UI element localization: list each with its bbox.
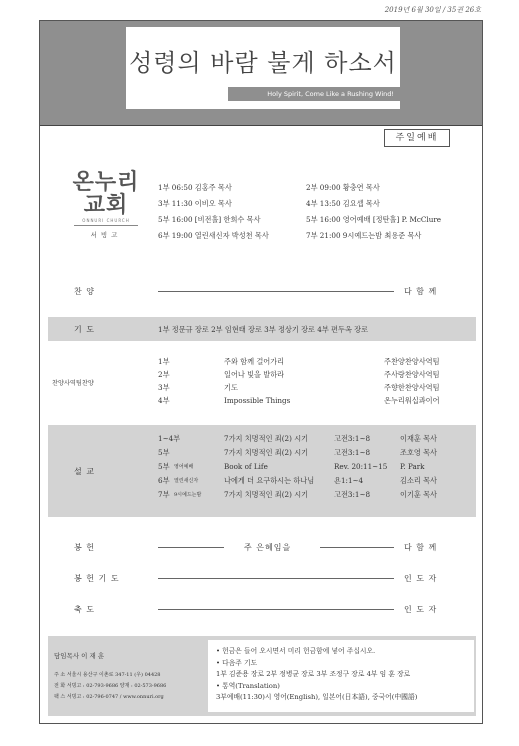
choir-label: 찬양사역팀찬양 xyxy=(52,380,94,387)
church-logo xyxy=(60,171,152,239)
benediction-leader: 인 도 자 xyxy=(404,605,438,614)
sermon-title: Book of Life xyxy=(224,462,268,471)
benediction-line xyxy=(158,609,394,610)
senior-pastor: 담임목사 이 재 훈 xyxy=(54,652,105,660)
order-choir xyxy=(48,351,476,415)
offering-hymn: 주 은혜임을 xyxy=(244,543,292,552)
sermon-title: 7가지 치명적인 죄(2) 시기 xyxy=(224,490,309,499)
sermon-speaker: 이재훈 목사 xyxy=(400,434,438,443)
footer-info xyxy=(48,636,476,716)
sermon-verse: 고전3:1~8 xyxy=(334,490,371,499)
hymn-leader: 다 함 께 xyxy=(404,287,438,296)
announcement-item: • 통역(Translation) xyxy=(216,681,280,690)
choir-team: 주찬양찬양사역팀 xyxy=(384,357,440,366)
order-offering xyxy=(48,537,476,557)
announcement-item: 3부예배(11:30)시 영어(English), 일본어(日本語), 중국어(中國語) xyxy=(216,693,418,702)
bulletin-page xyxy=(39,20,483,724)
service-time: 5부 16:00 [비전홀] 한희수 목사 xyxy=(158,215,261,224)
page-subtitle: Holy Spirit, Come Like a Rushing Wind! xyxy=(228,87,400,101)
service-time: 6부 19:00 열린새신자 박성천 목사 xyxy=(158,231,269,240)
sermon-verse: Rev. 20:11~15 xyxy=(334,462,388,471)
sermon-label: 설 교 xyxy=(74,467,95,476)
choir-part: 2부 xyxy=(158,370,170,379)
service-time: 5부 16:00 영어예배 [정탄홀] P. McClure xyxy=(306,215,442,224)
announcement-item: • 헌금은 들어 오시면서 미리 헌금함에 넣어 주십시오. xyxy=(216,647,376,655)
sermon-subtitle: 영어예배 xyxy=(174,464,194,470)
sermon-part: 6부 xyxy=(158,476,170,485)
church-name: 온누리 교회 xyxy=(72,170,140,218)
service-time: 7부 21:00 9시예드는밤 최용준 목사 xyxy=(306,231,422,240)
church-contact xyxy=(54,651,204,703)
order-hymn xyxy=(48,281,476,301)
offering-prayer-line xyxy=(158,578,394,579)
service-time: 1부 06:50 김홍주 목사 xyxy=(158,183,232,192)
choir-song: Impossible Things xyxy=(224,396,291,405)
service-time: 4부 13:50 김요셉 목사 xyxy=(306,199,380,208)
choir-team: 주향한찬양사역팀 xyxy=(384,383,440,392)
offering-line-right xyxy=(320,547,394,548)
sermon-speaker: 김소리 목사 xyxy=(400,476,438,485)
service-tag: 주일예배 xyxy=(384,129,450,147)
choir-part: 3부 xyxy=(158,383,170,392)
church-phone: 전 화 서빙고 : 02-793-9686 양재 : 02-573-9686 xyxy=(54,683,167,689)
order-sermon xyxy=(48,425,476,517)
announcements xyxy=(208,640,474,712)
sermon-part: 5부 xyxy=(158,462,170,471)
order-offering-prayer xyxy=(48,568,476,588)
choir-part: 1부 xyxy=(158,357,170,366)
announcement-item: • 다음주 기도 xyxy=(216,658,258,667)
sermon-subtitle: 9시예드는밤 xyxy=(174,492,202,498)
sermon-verse: 고전3:1~8 xyxy=(334,434,371,443)
campus-name: 서빙고 xyxy=(90,231,122,239)
choir-part: 4부 xyxy=(158,396,170,405)
choir-song: 주와 함께 걸어가리 xyxy=(224,357,285,366)
service-time: 2부 09:00 황충연 목사 xyxy=(306,183,380,192)
header-banner xyxy=(40,21,482,125)
issue-date: 2019년 6월 30일 / 35권 26호 xyxy=(384,6,481,14)
church-name-english: ONNURI CHURCH xyxy=(82,218,130,223)
benediction-label: 축 도 xyxy=(74,605,95,614)
hymn-line xyxy=(158,291,394,292)
sermon-verse: 고전3:1~8 xyxy=(334,448,371,457)
order-prayer xyxy=(48,317,476,341)
header-title-box xyxy=(126,27,400,109)
sermon-speaker: P. Park xyxy=(400,462,425,471)
offering-line-left xyxy=(158,547,224,548)
hymn-label: 찬 양 xyxy=(74,287,95,296)
offering-prayer-label: 봉 헌 기 도 xyxy=(74,574,120,583)
choir-song: 일어나 빛을 발하라 xyxy=(224,370,285,379)
church-address: 주 소 서울시 용산구 이촌로 347-11 (우) 04428 xyxy=(54,672,161,678)
church-fax: 팩 스 서빙고 : 02-796-0747 / www.onnuri.org xyxy=(54,694,164,700)
sermon-part: 7부 xyxy=(158,490,170,499)
choir-team: 주사랑찬양사역팀 xyxy=(384,370,440,379)
logo-divider xyxy=(74,225,138,226)
offering-prayer-leader: 인 도 자 xyxy=(404,574,438,583)
page-title: 성령의 바람 불게 하소서 xyxy=(129,49,397,77)
sermon-verse: 욘1:1~4 xyxy=(334,476,364,485)
order-benediction xyxy=(48,599,476,619)
offering-label: 봉 헌 xyxy=(74,543,95,552)
choir-team: 온누리워십콰이어 xyxy=(384,396,440,405)
sermon-speaker: 조호영 목사 xyxy=(400,448,438,457)
sermon-title: 7가지 치명적인 죄(2) 시기 xyxy=(224,434,309,443)
prayer-leaders: 1부 정문규 장로 2부 임현태 장로 3부 정상기 장로 4부 편두옥 장로 xyxy=(158,325,369,334)
sermon-title: 7가지 치명적인 죄(2) 시기 xyxy=(224,448,309,457)
sermon-part: 1~4부 xyxy=(158,434,181,443)
choir-song: 기도 xyxy=(224,383,238,392)
announcement-item: 1부 김준용 장로 2부 정병균 장로 3부 조정구 장로 4부 임 훈 장로 xyxy=(216,670,411,679)
sermon-subtitle: 열린새신자 xyxy=(174,478,199,484)
header-divider xyxy=(40,125,482,126)
sermon-title: 나에게 더 요구하시는 하나님 xyxy=(224,476,315,485)
sermon-part: 5부 xyxy=(158,448,170,457)
prayer-label: 기 도 xyxy=(74,325,95,334)
sermon-speaker: 이기훈 목사 xyxy=(400,490,438,499)
service-time: 3부 11:30 이비오 목사 xyxy=(158,199,232,208)
offering-leader: 다 함 께 xyxy=(404,543,438,552)
